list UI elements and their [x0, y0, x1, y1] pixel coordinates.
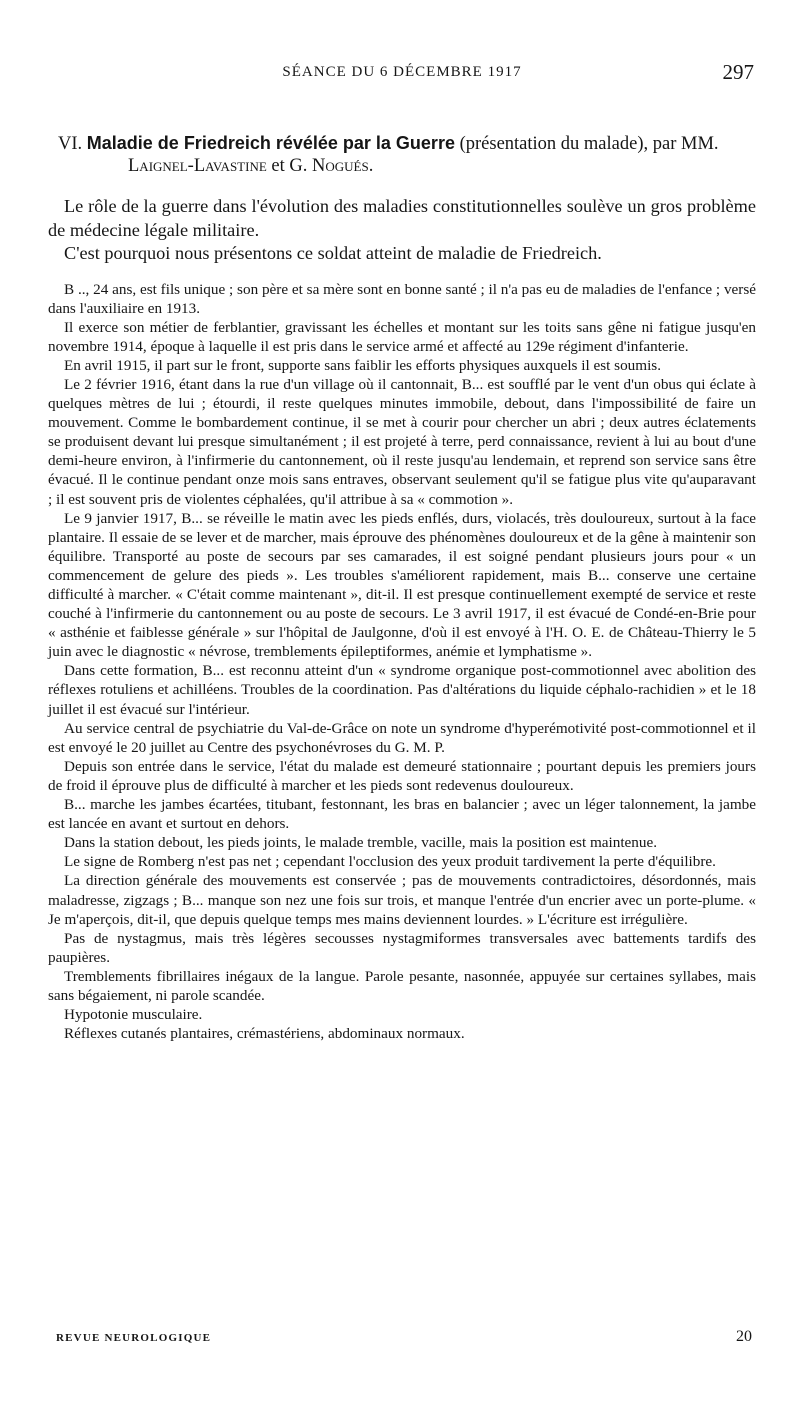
body-paragraph: Le 9 janvier 1917, B... se réveille le matin avec les pieds enflés, durs, violacés, très douloureux, surtout à la face plantaire. Il essaie de se lever et de marcher, mais éprouve des phénomènes douloureux et de la gêne à maintenir son équilibre. Transporté au poste de secours par ses camarades, il est soigné pendant plusieurs jours pour « un commencement de gelure des pieds ». Les troubles s'améliorent rapidement, mais B... conserve une certaine difficulté à marcher. « C'était comme maintenant », dit-il. Il est presque continuellement exempté de service et reste couché à l'infirmerie du cantonnement ou au poste de secours. Le 3 avril 1917, il est évacué de Condé-en-Brie pour « asthénie et faiblesse générale » sur l'hôpital de Jaulgonne, d'où il est envoyé à l'H. O. E. de Château-Thierry le 5 juin avec le diagnostic « névrose, tremblements épileptiformes, anémie et lymphatisme ».	[48, 509, 756, 661]
section-title	[48, 132, 756, 177]
section-title-rest-2: et G.	[266, 156, 312, 176]
page-number: 297	[722, 60, 754, 84]
body-paragraph: La direction générale des mouvements est conservée ; pas de mouvements contradictoires, désordonnés, mais maladresse, zigzags ; B... manque son nez une fois sur trois, et manque l'entrée d'un encrier avec un porte-plume. « Je m'aperçois, dit-il, que depuis quelque temps mes mains deviennent lourdes. » L'écriture est irrégulière.	[48, 872, 756, 928]
body-paragraph: Pas de nystagmus, mais très légères secousses nystagmiformes transversales avec battements tardifs des paupières.	[48, 929, 756, 966]
section-title-bold: Maladie de Friedreich révélée par la Guerre	[86, 133, 455, 153]
signature-mark: 20	[736, 1328, 752, 1345]
intro	[48, 195, 756, 266]
case-report	[48, 280, 756, 1044]
body-paragraph: Le 2 février 1916, étant dans la rue d'un village où il cantonnait, B... est soufflé par le vent d'un obus qui éclate à quelques mètres de lui ; étourdi, il reste quelques minutes immobile, debout, dans l'impossibilité de faire un mouvement. Comme le bombardement continue, il se met à courir pour chercher un abri ; deux autres éclatements se produisent devant lui presque simultanément ; il est projeté à terre, perd connaissance, revient à lui au bout d'une demi-heure environ, à l'infirmerie du cantonnement, où il reste jusqu'au lendemain, et reprend son service sans être évacué. Il le continue pendant onze mois sans entraves, observant seulement qu'il se fatigue plus vite qu'auparavant ; il est souvent pris de violentes céphalées, qu'il attribue à sa « commotion ».	[48, 375, 756, 508]
intro-paragraph: Le rôle de la guerre dans l'évolution des maladies constitutionnelles soulève un gros problème de médecine légale militaire.	[48, 196, 756, 240]
body-paragraph: B .., 24 ans, est fils unique ; son père et sa mère sont en bonne santé ; il n'a pas eu de maladies de l'enfance ; versé dans l'auxiliaire en 1913.	[48, 280, 756, 317]
body-paragraph: Dans la station debout, les pieds joints, le malade tremble, vacille, mais la position est maintenue.	[64, 834, 658, 852]
body-paragraph: Tremblements fibrillaires inégaux de la langue. Parole pesante, nasonnée, appuyée sur certaines syllabes, mais sans bégaiement, ni parole scandée.	[48, 967, 756, 1004]
body-paragraph: Hypotonie musculaire.	[64, 1006, 203, 1024]
author-nogues: Nogués	[312, 156, 369, 176]
running-head	[48, 60, 756, 90]
running-title: SÉANCE DU 6 DÉCEMBRE 1917	[282, 64, 522, 80]
section-title-end: .	[368, 156, 374, 176]
section-number: VI.	[58, 134, 83, 154]
section-title-rest-1: (présentation du malade), par MM.	[454, 134, 719, 154]
body-paragraph: Réflexes cutanés plantaires, crémastériens, abdominaux normaux.	[64, 1025, 465, 1043]
body-paragraph: En avril 1915, il part sur le front, supporte sans faiblir les efforts physiques auxquels il est soumis.	[64, 356, 661, 374]
body-paragraph: Le signe de Romberg n'est pas net ; cependant l'occlusion des yeux produit tardivement la perte d'équilibre.	[64, 853, 716, 871]
body-paragraph: Il exerce son métier de ferblantier, gravissant les échelles et montant sur les toits sans gêne ni fatigue jusqu'en novembre 1914, époque à laquelle il est pris dans le service armé et affecté au 129e régiment d'infanterie.	[48, 318, 756, 355]
body-paragraph: Dans cette formation, B... est reconnu atteint d'un « syndrome organique post-commotionnel avec abolition des réflexes rotuliens et achilléens. Troubles de la coordination. Pas d'altérations du liquide céphalo-rachidien » et le 18 juillet il est évacué sur l'intérieur.	[48, 662, 756, 718]
body-paragraph: Depuis son entrée dans le service, l'état du malade est demeuré stationnaire ; pourtant depuis les premiers jours de froid il éprouve plus de difficulté à marcher et les pieds sont redevenus douloureux.	[48, 757, 756, 794]
body-paragraph: B... marche les jambes écartées, titubant, festonnant, les bras en balancier ; avec un léger talonnement, la jambe est lancée en avant et surtout en dehors.	[48, 796, 756, 833]
page-footer	[56, 1328, 752, 1352]
body-paragraph: Au service central de psychiatrie du Val-de-Grâce on note un syndrome d'hyperémotivité post-commotionnel et il est envoyé le 20 juillet au Centre des psychonévroses du G. M. P.	[48, 719, 756, 756]
author-laignel-lavastine: Laignel-Lavastine	[128, 156, 267, 176]
page-content	[48, 96, 756, 1043]
journal-name: REVUE NEUROLOGIQUE	[56, 1332, 212, 1344]
intro-paragraph: C'est pourquoi nous présentons ce soldat atteint de maladie de Friedreich.	[64, 243, 602, 263]
